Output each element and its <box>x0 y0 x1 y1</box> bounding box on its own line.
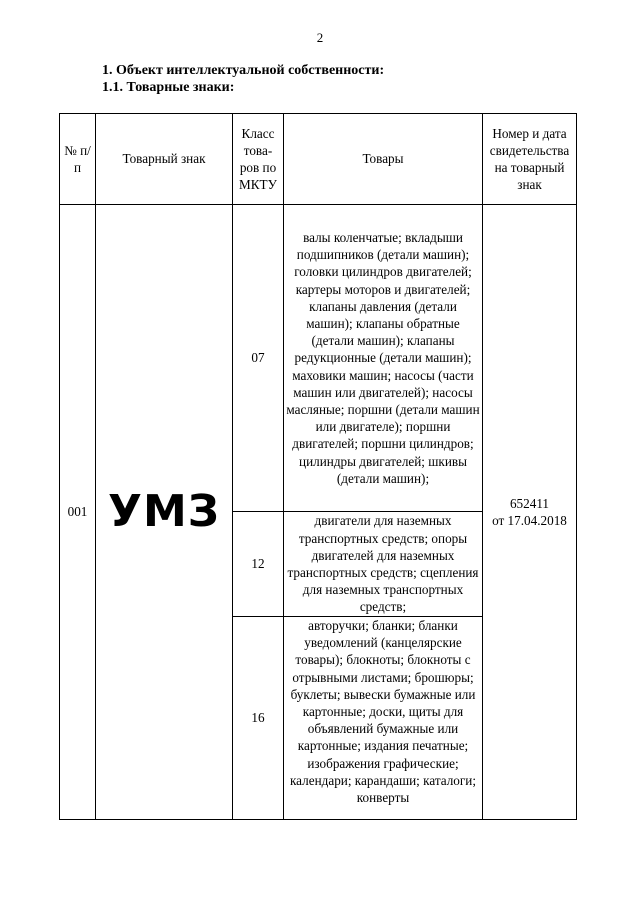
class-code: 12 <box>233 512 284 617</box>
certificate-number: 652411 <box>509 495 550 511</box>
class-code: 16 <box>233 617 284 820</box>
trademarks-table <box>59 113 577 820</box>
header-cert: Номер и дата свидетельства на товарный знак <box>483 114 577 205</box>
certificate-cell <box>483 205 577 820</box>
class-code: 07 <box>233 205 284 512</box>
header-mark: Товарный знак <box>96 114 233 205</box>
goods-list: двигатели для наземных транспортных средств; опоры двигателей для наземных транспортных средств; сцепления для наземных транспортных средств; <box>284 512 483 617</box>
goods-list: авторучки; бланки; бланки уведомлений (канцелярские товары); блокноты; блокноты с отрывными листами; брошюры; буклеты; вывески бумажные или картонные; доски, щиты для объявлений бумажные или картонные; издания печатные; изображения графические; календари; карандаши; каталоги; конверты <box>284 617 483 820</box>
page-number: 2 <box>316 30 324 45</box>
header-goods: Товары <box>284 114 483 205</box>
table-row <box>60 205 577 512</box>
trademark-word: УМЗ <box>108 486 220 537</box>
certificate-date: от 17.04.2018 <box>492 513 567 528</box>
header-class: Класс това-ров по МКТУ <box>233 114 284 205</box>
section-heading: 1. Объект интеллектуальной собственности: <box>102 63 385 78</box>
row-num: 001 <box>60 205 96 820</box>
header-num: № п/п <box>60 114 96 205</box>
goods-list: валы коленчатые; вкладыши подшипников (детали машин); головки цилиндров двигателей; картеры моторов и двигателей; клапаны давления (детали машин); клапаны обратные (детали машин); клапаны редукционные (детали машин); маховики машин; насосы (части машин или двигателей); насосы масляные; поршни (детали машин или двигателе); поршни двигателей; поршни цилиндров; цилиндры двигателей; шкивы (детали машин); <box>284 205 483 512</box>
trademark-image <box>96 205 233 820</box>
subsection-heading: 1.1. Товарные знаки: <box>102 80 235 95</box>
table-header-row <box>60 114 577 205</box>
